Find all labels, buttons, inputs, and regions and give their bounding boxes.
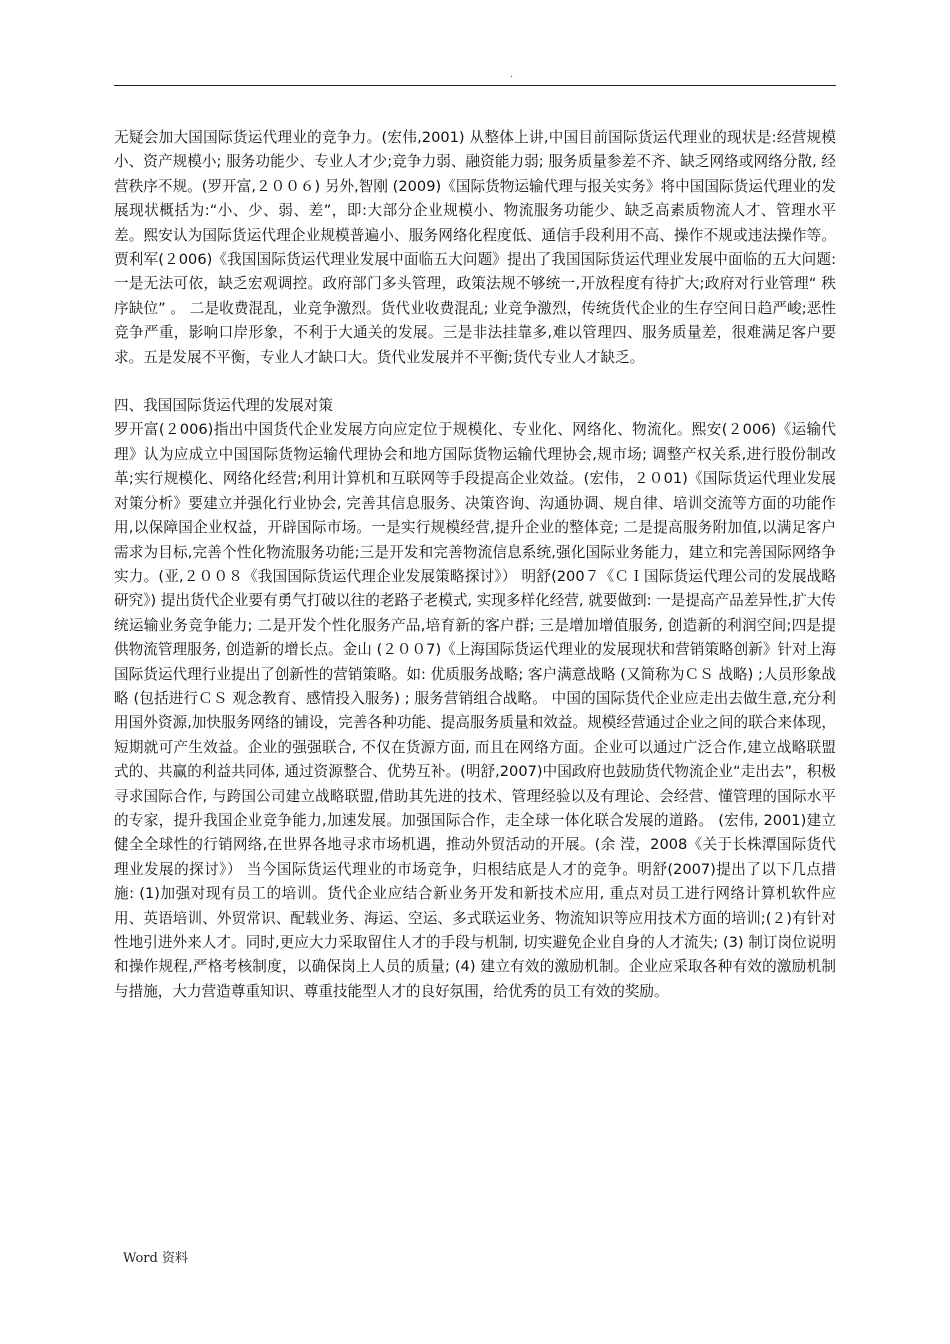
header-mark: . bbox=[510, 69, 514, 80]
header-rule bbox=[114, 85, 836, 86]
paragraph-development-strategies: 罗开富(２006)指出中国货代企业发展方向应定位于规模化、专业化、网络化、物流化。熙安(２006)《运输代理》认为应成立中国国际货物运输代理协会和地方国际货物运输代理协会,规市场; 调整产权关系,进行股份制改革;实行规模化、网络化经营;利用计算机和互联网等手段提高企业效益。(宏伟，２０01)《国际货运代理业发展对策分析》要建立并强化行业协会, 完善其信息服务、决策咨询、沟通协调、规自律、培训交流等方面的功能作用,以保障国企业权益，开辟国际市场。一是实行规模经营,提升企业的整体竞; 二是提高服务附加值,以满足客户需求为目标,完善个性化物流服务功能;三是开发和完善物流信息系统,强化国际业务能力，建立和完善国际网络争实力。(亚,２００８《我国国际货运代理企业发展策略探讨》） 明舒(200７《ＣＩ国际货运代理公司的发展战略研究》) 提出货代企业要有勇气打破以往的老路子老模式, 实现多样化经营, 就要做到: 一是提高产品差异性,扩大传统运输业务竞争能力; 二是开发个性化服务产品,培育新的客户群; 三是增加增值服务, 创造新的利润空间;四是提供物流管理服务, 创造新的增长点。金山 (２００7)《上海国际货运代理业的发展现状和营销策略创新》针对上海国际货运代理行业提出了创新性的营销策略。如: 优质服务战略; 客户满意战略 (又简称为ＣＳ 战略) ;人员形象战略 (包括进行ＣＳ 观念教育、感情投入服务) ; 服务营销组合战略。 中国的国际货代企业应走出去做生意,充分利用国外资源,加快服务网络的铺设，完善各种功能、提高服务质量和效益。规模经营通过企业之间的联合来体现，短期就可产生效益。企业的强强联合, 不仅在货源方面, 而且在网络方面。企业可以通过广泛合作,建立战略联盟式的、共赢的利益共同体, 通过资源整合、优势互补。(明舒,2007)中国政府也鼓励货代物流企业“走出去”，积极寻求国际合作, 与跨国公司建立战略联盟,借助其先进的技术、管理经验以及有理论、会经营、懂管理的国际水平的专家，提升我国企业竞争能力,加速发展。加强国际合作，走全球一体化联合发展的道路。 (宏伟, 2001)建立健全全球性的行销网络,在世界各地寻求市场机遇，推动外贸活动的开展。(余 滢，2008《关于长株潭国际货代理业发展的探讨》） 当今国际货运代理业的市场竞争，归根结底是人才的竞争。明舒(2007)提出了以下几点措施: (1)加强对现有员工的培训。货代企业应结合新业务开发和新技术应用, 重点对员工进行网络计算机软件应用、英语培训、外贸常识、配载业务、海运、空运、多式联运业务、物流知识等应用技术方面的培训;(２)有针对性地引进外来人才。同时,更应大力采取留住人才的手段与机制, 切实避免企业自身的人才流失; (3) 制订岗位说明和操作规程,严格考核制度，以确保岗上人员的质量; (4) 建立有效的激励机制。企业应采取各种有效的激励机制与措施，大力营造尊重知识、尊重技能型人才的良好氛围，给优秀的员工有效的奖励。 bbox=[114, 421, 836, 1000]
footer-label: Word 资料 bbox=[123, 1251, 188, 1266]
paragraph-gap bbox=[114, 370, 836, 394]
document-body bbox=[114, 126, 836, 1004]
section-heading: 四、我国国际货运代理的发展对策 bbox=[114, 397, 333, 415]
paragraph-current-status: 无疑会加大国国际货运代理业的竞争力。(宏伟,2001) 从整体上讲,中国目前国际货运代理业的现状是:经营规模小、资产规模小; 服务功能少、专业人才少;竞争力弱、融资能力弱; 服务质量参差不齐、缺乏网络或网络分散, 经营秩序不规。(罗开富,２００６) 另外,智刚 (2009)《国际货物运输代理与报关实务》将中国国际货运代理业的发展现状概括为:“小、少、弱、差”，即:大部分企业规模小、物流服务功能少、缺乏高素质物流人才、管理水平差。熙安认为国际货运代理企业规模普遍小、服务网络化程度低、通信手段利用不高、操作不规或违法操作等。 贾利军(２006)《我国国际货运代理业发展中面临五大问题》提出了我国国际货运代理业发展中面临的五大问题: 一是无法可依，缺乏宏观调控。政府部门多头管理，政策法规不够统一,开放程度有待扩大;政府对行业管理“ 秩序缺位” 。 二是收费混乱，业竞争激烈。货代业收费混乱; 业竞争激烈，传统货代企业的生存空间日趋严峻;恶性竞争严重，影响口岸形象，不利于大通关的发展。三是非法挂靠多,难以管理四、服务质量差，很难满足客户要求。五是发展不平衡，专业人才缺口大。货代业发展并不平衡;货代专业人才缺乏。 bbox=[114, 129, 836, 366]
